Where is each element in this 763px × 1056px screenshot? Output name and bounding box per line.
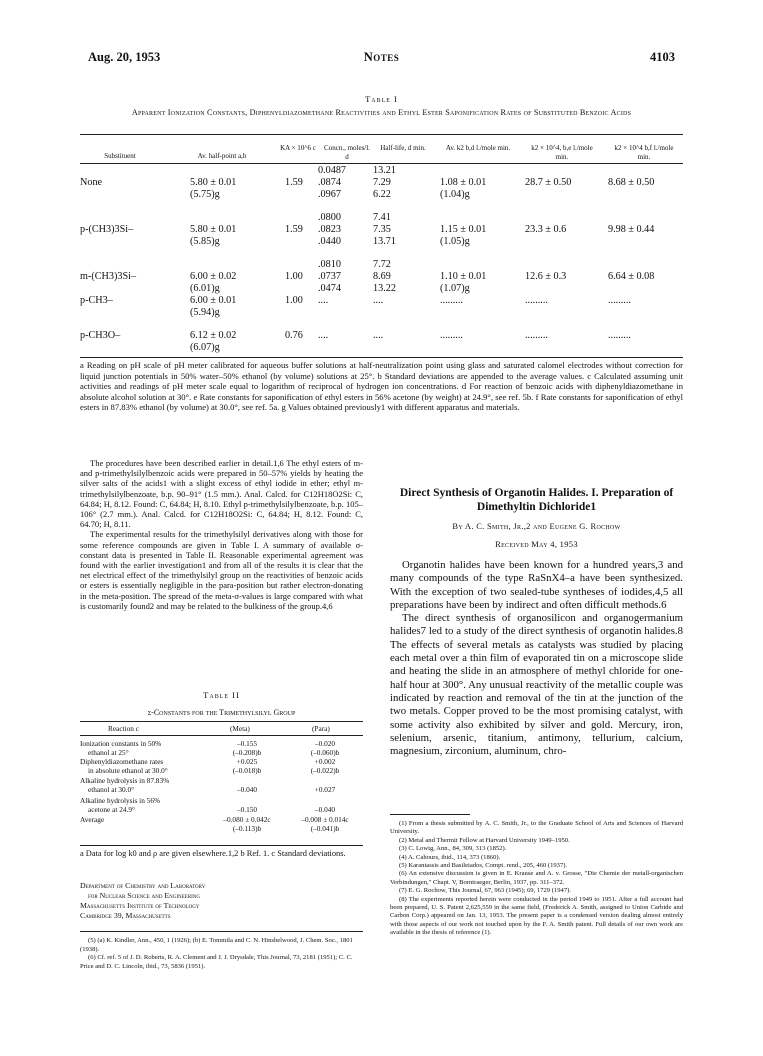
table1-cell-k2-e: 28.7 ± 0.50 — [525, 177, 572, 188]
table1-cell-k2-e: 23.3 ± 0.6 — [525, 224, 567, 235]
table1-cell-k2-e: ......... — [525, 295, 548, 306]
table1-cell-k2-e: 12.6 ± 0.3 — [525, 271, 567, 282]
table2-cell-para: (–0.022)b — [310, 766, 340, 775]
table1-cell-concn: .0800 — [318, 212, 341, 223]
table1-label: Table I — [365, 94, 398, 104]
table1-col-k2-f: k2 × 10^4 b,f l./mole min. — [614, 144, 674, 161]
table2-bottom-rule — [80, 845, 363, 846]
table1-cell-halflife: 7.72 — [373, 259, 391, 270]
table1-cell-concn: .... — [318, 330, 329, 341]
table2-cell-reaction: Ionization constants in 50% — [80, 739, 162, 748]
table1-cell-substituent: p-CH3O– — [80, 330, 121, 341]
running-header — [88, 50, 675, 66]
table1-cell-k2-f: 8.68 ± 0.50 — [608, 177, 655, 188]
table1-cell-concn: .0874 — [318, 177, 341, 188]
table1-cell-halflife: 13.22 — [373, 283, 396, 294]
left-references — [80, 937, 363, 971]
left-paragraph-1: The procedures have been described earlier in detail.1,6 The ethyl esters of m- and p-trimethylsilylbenzoic acids were prepared in 50–57% yields by heating the silver salts of the acids1 with a slight excess of ethyl iodide in ether; ethyl m-trimethylsilylbenzoate, b.p. 90–91° (1.5 mm.). Anal. Calcd. for C12H18O2Si: C, 64.84; H, 8.12. Found: C, 64.84; H, 8.10. Ethyl p-trimethylsilylbenzoate, b.p. 105–106° (2.7 mm.). Anal. Calcd. for C12H18O2Si: C, 64.84; H, 8.12. Found: C, 64.70; H, 8.11. — [80, 458, 363, 530]
table1-cell-ka: 1.00 — [285, 295, 303, 306]
table1-cell-ka: 1.59 — [285, 224, 303, 235]
table1-col-ka: KA × 10^6 c — [280, 144, 316, 152]
table1-col-k2-e: k2 × 10^4, b,e l./mole min. — [531, 144, 593, 161]
left-column-text — [80, 458, 363, 611]
table2-caption: σ-Constants for the Trimethylsilyl Group — [147, 708, 296, 717]
table1-cell-halfpoint-prev: (5.85)g — [190, 236, 220, 247]
table1-col-halfpoint: Av. half-point a,b — [197, 152, 247, 160]
table1-cell-concn: .... — [318, 295, 329, 306]
table2-cell-reaction: acetone at 24.9° — [88, 805, 135, 814]
table2-cell-meta: –0.150 — [236, 805, 258, 814]
table1-cell-concn: .0440 — [318, 236, 341, 247]
table1-cell-k2-f: ......... — [608, 330, 631, 341]
article-body — [390, 559, 683, 758]
right-references — [390, 820, 683, 938]
left-footnote-rule — [80, 931, 363, 932]
department-address — [80, 881, 363, 921]
table2-cell-meta: (–0.018)b — [232, 766, 262, 775]
table1-cell-halfpoint-prev: (5.75)g — [190, 189, 220, 200]
right-reference: (3) C. Lowig, Ann., 84, 309, 313 (1852). — [399, 845, 507, 853]
table1-cell-k2-prev: (1.04)g — [440, 189, 470, 200]
table1-cell-halflife: 7.35 — [373, 224, 391, 235]
table1-footnotes: a Reading on pH scale of pH meter calibrated for aqueous buffer solutions at half-neutralization point using glass and saturated calomel electrodes without correction for liquid junction potentials in 50% water–50% ethanol (by volume) solutions at 25°. b Standard deviations are appended to the average values. c Calculated assuming unit activities and readings of pH meter scale equal to logarithm of reciprocal of hydrogen ion concentrations. d For reaction of benzoic acids with diphenyldiazomethane in absolute alcohol solution at 30°. e Rate constants for saponification of ethyl esters in 56% acetone (by weight) at 24.9°, see ref. 5b. f Rate constants for saponification of ethyl esters in 87.83% ethanol (by volume) at 30.0°, see ref. 5a. g Values obtained previously1 with different apparatus and materials. — [80, 360, 683, 413]
article-paragraph-2: The direct synthesis of organosilicon and organogermanium halides7 led to a study of the direct synthesis of organotin halides.8 The effects of several metals as catalysts was studied by placing each metal over a thin film of evaporated tin on a microscope slide and heating the slide in an atmosphere of methyl chloride for one-half hour at 300°. Any unusual reactivity of the metallic couple was indicated by reaction and removal of the tin at the junction of the two metals. Copper proved to be the most promising catalyst, with some activity also exhibited by silver and gold. Mercury, iron, selenium, arsenic, titanium, antimony, tellurium, calcium, magnesium, zirconium, aluminum, chro- — [390, 612, 683, 758]
table1-cell-halfpoint: 5.80 ± 0.01 — [190, 177, 237, 188]
table2-footnotes: a Data for log k0 and ρ are given elsewhere.1,2 b Ref. 1. c Standard deviations. — [80, 849, 346, 858]
table2-cell-meta: +0.025 — [236, 757, 258, 766]
table1-col-k2: Av. k2 b,d l./mole min. — [445, 144, 511, 152]
table2-cell-reaction: ethanol at 30.0° — [88, 785, 135, 794]
table1-cell-halfpoint: 6.00 ± 0.02 — [190, 271, 237, 282]
article-paragraph-1: Organotin halides have been known for a hundred years,3 and many compounds of the type RaSnX4–a have been synthesized. With the exception of two sealed-tube syntheses of iodides,4,5 all preparations have been by indirect and often difficult methods.6 — [390, 559, 683, 611]
header-section: Notes — [363, 50, 400, 64]
table1-caption: Apparent Ionization Constants, Diphenyldiazomethane Reactivities and Ethyl Ester Saponification Rates of Substituted Benzoic Acids — [131, 108, 632, 117]
table2-cell-meta: (–0.113)b — [232, 824, 262, 833]
table2-cell-meta: –0.155 — [236, 739, 258, 748]
table2-cell-reaction: Average — [80, 815, 105, 824]
table2-col-reaction: Reaction c — [108, 724, 139, 733]
table1-cell-k2: 1.15 ± 0.01 — [440, 224, 487, 235]
header-date: Aug. 20, 1953 — [88, 50, 161, 64]
left-reference: (5) (a) K. Kindler, Ann., 450, 1 (1926); (b) E. Tommila and C. N. Hinshelwood, J. Chem. Soc., 1801 (1938). — [80, 937, 353, 953]
table2-col-para: (Para) — [312, 724, 330, 733]
table2-cell-para: –0.008 ± 0.014c — [301, 815, 349, 824]
table1-cell-halfpoint-prev: (6.01)g — [190, 283, 220, 294]
table1-cell-concn: .0737 — [318, 271, 341, 282]
table2-cell-reaction: in absolute ethanol at 30.0° — [88, 766, 168, 775]
table1-cell-halflife: 7.29 — [373, 177, 391, 188]
table1-cell-k2: ......... — [440, 330, 463, 341]
table1-cell-k2-prev: (1.07)g — [440, 283, 470, 294]
table2-header-rule — [80, 735, 363, 736]
table2-cell-reaction: ethanol at 25° — [88, 748, 129, 757]
table2-cell-reaction: Diphenyldiazomethane rates — [80, 757, 164, 766]
dept-line: Department of Chemistry and Laboratory — [80, 881, 206, 890]
table1-cell-k2: 1.10 ± 0.01 — [440, 271, 487, 282]
right-reference: (2) Metal and Thermit Fellow at Harvard University 1949–1950. — [399, 836, 570, 844]
table1-cell-k2-prev: (1.05)g — [440, 236, 470, 247]
table1-cell-halfpoint: 5.80 ± 0.01 — [190, 224, 237, 235]
table1-cell-substituent: p-(CH3)3Si– — [80, 224, 134, 235]
right-reference: (5) Karantassis and Basileiados, Compt. rend., 205, 460 (1937). — [399, 862, 568, 870]
table2-cell-meta: –0.080 ± 0.042c — [223, 815, 271, 824]
table1-cell-concn: 0.0487 — [318, 165, 347, 176]
table1-cell-k2-e: ......... — [525, 330, 548, 341]
table1-cell-substituent: None — [80, 177, 103, 188]
dept-line: for Nuclear Science and Engineering — [88, 891, 200, 900]
table1-header-rule — [80, 163, 683, 164]
table1-cell-halfpoint: 6.00 ± 0.01 — [190, 295, 237, 306]
table1-cell-k2: 1.08 ± 0.01 — [440, 177, 487, 188]
table2-cell-para: –0.020 — [314, 739, 336, 748]
table1-cell-concn: .0823 — [318, 224, 341, 235]
right-reference: (1) From a thesis submitted by A. C. Smith, Jr., to the Graduate School of Arts and Sciences of Harvard University. — [390, 820, 683, 836]
table1-col-concn: Concn., moles/l. d — [324, 144, 370, 161]
table1-cell-concn: .0810 — [318, 259, 341, 270]
table1-cell-substituent: p-CH3– — [80, 295, 113, 306]
table1-cell-k2-f: 6.64 ± 0.08 — [608, 271, 655, 282]
right-footnote-rule — [390, 814, 470, 815]
table1-cell-concn: .0474 — [318, 283, 341, 294]
dept-line: Cambridge 39, Massachusetts — [80, 911, 171, 920]
table1-col-substituent: Substituent — [104, 152, 136, 160]
table1-cell-halflife: 13.71 — [373, 236, 396, 247]
right-reference: (7) E. G. Rochow, This Journal, 67, 963 (1945); 69, 1729 (1947). — [399, 887, 571, 895]
dept-line: Massachusetts Institute of Technology — [80, 901, 200, 910]
table2-cell-para: (–0.041)b — [310, 824, 340, 833]
left-reference: (6) Cf. ref. 5 of J. D. Roberts, R. A. Clement and J. J. Drysdale, This Journal, 73, 2181 (1951); C. C. Price and D. C. Lincoln, ibid., 73, 5836 (1951). — [80, 954, 353, 970]
table1-cell-halfpoint-prev: (6.07)g — [190, 342, 220, 353]
right-reference: (4) A. Cahours, ibid., 114, 373 (1860). — [399, 853, 501, 861]
table2-cell-para: (–0.060)b — [310, 748, 340, 757]
left-paragraph-2: The experimental results for the trimethylsilyl derivatives along with those for some reference compounds are given in Table I. A summary of available σ-constant data is presented in Table II. Reasonable experimental agreement was found with the earlier investigation1 and from all of the results it is clear that the net electrical effect of the trimethylsilyl group on the reactivities of benzoic acids or esters is essentially negligible in the para-position but rather electron-donating in the meta-position. The spread of the meta-σ-values is large compared with what is customarily found2 and may be related to the bulkiness of the group.4,6 — [80, 529, 363, 611]
table1-cell-ka: 0.76 — [285, 330, 303, 341]
table1-cell-halflife: .... — [373, 330, 384, 341]
table1-bottom-rule — [80, 357, 683, 358]
table1-cell-halflife: 6.22 — [373, 189, 391, 200]
table2-cell-para: –0.040 — [314, 805, 336, 814]
table1-cell-halflife: 7.41 — [373, 212, 391, 223]
table2-cell-reaction: Alkaline hydrolysis in 87.83% — [80, 776, 170, 785]
table1-cell-substituent: m-(CH3)3Si– — [80, 271, 137, 282]
right-reference: (8) The experiments reported herein were conducted in the period 1949 to 1951. After a full account had been prepared, U. S. Patent 2,625,559 in the same field, (Frederick A. Smith, assigned to Union Carbide and Carbon Corp.) appeared on Jan. 13, 1953. The present paper is a condensed version dealing almost entirely with those aspects of our work not touched upon by the F. A. Smith patent. Full details of our own work are available in the thesis of reference (1). — [390, 895, 683, 937]
table2-cell-para: +0.002 — [314, 757, 336, 766]
table2-cell-meta: –0.040 — [236, 785, 258, 794]
table1-cell-halflife: .... — [373, 295, 384, 306]
table1-cell-ka: 1.59 — [285, 177, 303, 188]
table2-top-rule — [80, 721, 363, 722]
table1-cell-k2: ......... — [440, 295, 463, 306]
table1-col-halflife: Half-life, d min. — [380, 144, 426, 152]
table1-cell-ka: 1.00 — [285, 271, 303, 282]
header-page-number: 4103 — [650, 50, 675, 64]
table1-cell-halflife: 8.69 — [373, 271, 391, 282]
table2-cell-reaction: Alkaline hydrolysis in 56% — [80, 796, 161, 805]
table2-col-meta: (Meta) — [230, 724, 250, 733]
table1-cell-halfpoint-prev: (5.94)g — [190, 307, 220, 318]
table1-top-rule — [80, 134, 683, 135]
table1-cell-k2-f: ......... — [608, 295, 631, 306]
article-authors: By A. C. Smith, Jr.,2 and Eugene G. Rochow — [452, 521, 621, 531]
table1-cell-k2-f: 9.98 ± 0.44 — [608, 224, 655, 235]
right-reference: (6) An extensive discussion is given in E. Krause and A. v. Grosse, "Die Chemie der metall-organischen Verbindungen," Chapt. V, Borntraeger, Berlin, 1937, pp. 311–372. — [390, 870, 683, 886]
article-title: Direct Synthesis of Organotin Halides. I. Preparation of Dimethyltin Dichloride1 — [399, 487, 674, 513]
table2-cell-meta: (–0.208)b — [232, 748, 262, 757]
table1-cell-halfpoint: 6.12 ± 0.02 — [190, 330, 237, 341]
article-received: Received May 4, 1953 — [495, 539, 578, 549]
table2-cell-para: +0.027 — [314, 785, 336, 794]
table1-cell-halflife: 13.21 — [373, 165, 396, 176]
table2-label: Table II — [203, 690, 240, 700]
table1-cell-concn: .0967 — [318, 189, 341, 200]
